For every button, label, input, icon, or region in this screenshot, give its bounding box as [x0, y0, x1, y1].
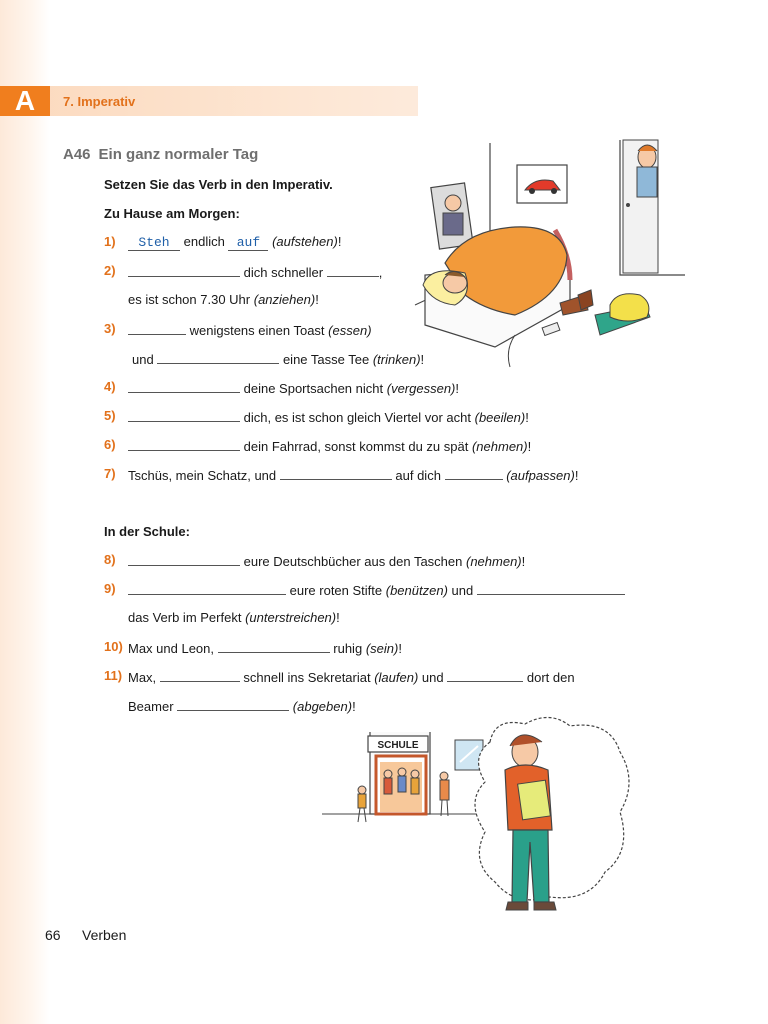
- item-text: eure roten Stifte: [289, 583, 383, 598]
- item-text: deine Sportsachen nicht: [243, 381, 384, 396]
- verb-hint: (beeilen): [474, 410, 526, 425]
- verb-hint: (benützen): [385, 583, 448, 598]
- answer-blank[interactable]: [128, 262, 240, 277]
- punct: !: [420, 352, 425, 367]
- item-number: 9): [104, 581, 116, 596]
- section-letter: A: [0, 86, 50, 116]
- answer-blank[interactable]: [477, 580, 625, 595]
- punct: !: [315, 292, 319, 307]
- exercise-number: A46: [63, 146, 91, 163]
- punct: !: [336, 610, 340, 625]
- section-title-home: Zu Hause am Morgen:: [104, 206, 240, 221]
- item-number: 1): [104, 234, 116, 249]
- punct: !: [398, 641, 402, 656]
- item-number: 7): [104, 466, 116, 481]
- item-text: und: [421, 670, 444, 685]
- verb-hint: (unterstreichen): [245, 610, 337, 625]
- exercise-title: [63, 146, 258, 163]
- item-text: das Verb im Perfekt: [128, 610, 242, 625]
- punct: !: [455, 381, 459, 396]
- page-number: 66: [45, 927, 61, 943]
- item-text: eine Tasse Tee: [282, 352, 370, 367]
- item-number: 8): [104, 552, 116, 567]
- answer-blank[interactable]: [445, 465, 503, 480]
- verb-hint: (sein): [365, 641, 399, 656]
- item-text: dein Fahrrad, sonst kommst du zu spät: [243, 439, 469, 454]
- answer-blank[interactable]: [128, 580, 286, 595]
- answer-blank[interactable]: [327, 262, 379, 277]
- answer-blank[interactable]: [128, 378, 240, 393]
- item-text: es ist schon 7.30 Uhr: [128, 292, 251, 307]
- school-sign: SCHULE: [377, 740, 419, 751]
- item-text: dort den: [526, 670, 575, 685]
- item-text: und: [132, 352, 154, 367]
- answer-field[interactable]: auf: [228, 236, 268, 251]
- item-number: 2): [104, 263, 116, 278]
- punct: !: [574, 468, 579, 483]
- answer-blank[interactable]: [157, 349, 279, 364]
- item-number: 5): [104, 408, 116, 423]
- punct: !: [525, 410, 529, 425]
- verb-hint: (trinken): [372, 352, 421, 367]
- instruction: Setzen Sie das Verb in den Imperativ.: [104, 177, 333, 192]
- chapter-title: 7. Imperativ: [63, 94, 136, 109]
- item-text: wenigstens einen Toast: [189, 323, 325, 338]
- item-text: Tschüs, mein Schatz, und: [128, 468, 277, 483]
- item-text: Max und Leon,: [128, 641, 215, 656]
- verb-hint: (anziehen): [253, 292, 316, 307]
- punct: !: [521, 554, 526, 569]
- answer-blank[interactable]: [447, 667, 523, 682]
- verb-hint: (nehmen): [471, 439, 528, 454]
- answer-blank[interactable]: [128, 436, 240, 451]
- answer-blank[interactable]: [177, 696, 289, 711]
- punct: !: [337, 234, 342, 249]
- exercise-name: Ein ganz normaler Tag: [98, 146, 259, 163]
- answer-blank[interactable]: [128, 551, 240, 566]
- item-text: dich schneller: [243, 265, 324, 280]
- page-margin-band: [0, 0, 50, 1024]
- item-text: dich, es ist schon gleich Viertel vor acht: [243, 410, 471, 425]
- item-number: 4): [104, 379, 116, 394]
- punct: !: [527, 439, 532, 454]
- verb-hint: (nehmen): [466, 554, 522, 569]
- item-text: schnell ins Sekretariat: [243, 670, 371, 685]
- item-number: 6): [104, 437, 116, 452]
- item-text: endlich: [183, 234, 225, 249]
- verb-hint: (abgeben): [292, 699, 353, 714]
- footer-title: Verben: [82, 927, 127, 943]
- item-text: eure Deutschbücher aus den Taschen: [243, 554, 463, 569]
- answer-blank[interactable]: [280, 465, 392, 480]
- answer-blank[interactable]: [128, 407, 240, 422]
- verb-hint: (aufpassen): [506, 468, 575, 483]
- verb-hint: (aufstehen): [272, 234, 338, 249]
- item-text: Beamer: [128, 699, 174, 714]
- section-title-school: In der Schule:: [104, 524, 190, 539]
- answer-blank[interactable]: [218, 638, 330, 653]
- item-number: 3): [104, 321, 116, 336]
- item-text: und: [451, 583, 474, 598]
- item-text: ruhig: [333, 641, 363, 656]
- bedroom-illustration: [395, 135, 695, 375]
- item-text: Max,: [128, 670, 157, 685]
- school-illustration: [320, 712, 640, 922]
- answer-blank[interactable]: [128, 320, 186, 335]
- answer-field[interactable]: Steh: [128, 236, 180, 251]
- verb-hint: (vergessen): [386, 381, 456, 396]
- item-number: 10): [104, 639, 123, 654]
- verb-hint: (laufen): [374, 670, 419, 685]
- verb-hint: (essen): [328, 323, 372, 338]
- answer-blank[interactable]: [160, 667, 240, 682]
- punct: !: [352, 699, 356, 714]
- item-text: auf dich: [395, 468, 441, 483]
- punct: ,: [378, 265, 383, 280]
- item-number: 11): [104, 668, 123, 683]
